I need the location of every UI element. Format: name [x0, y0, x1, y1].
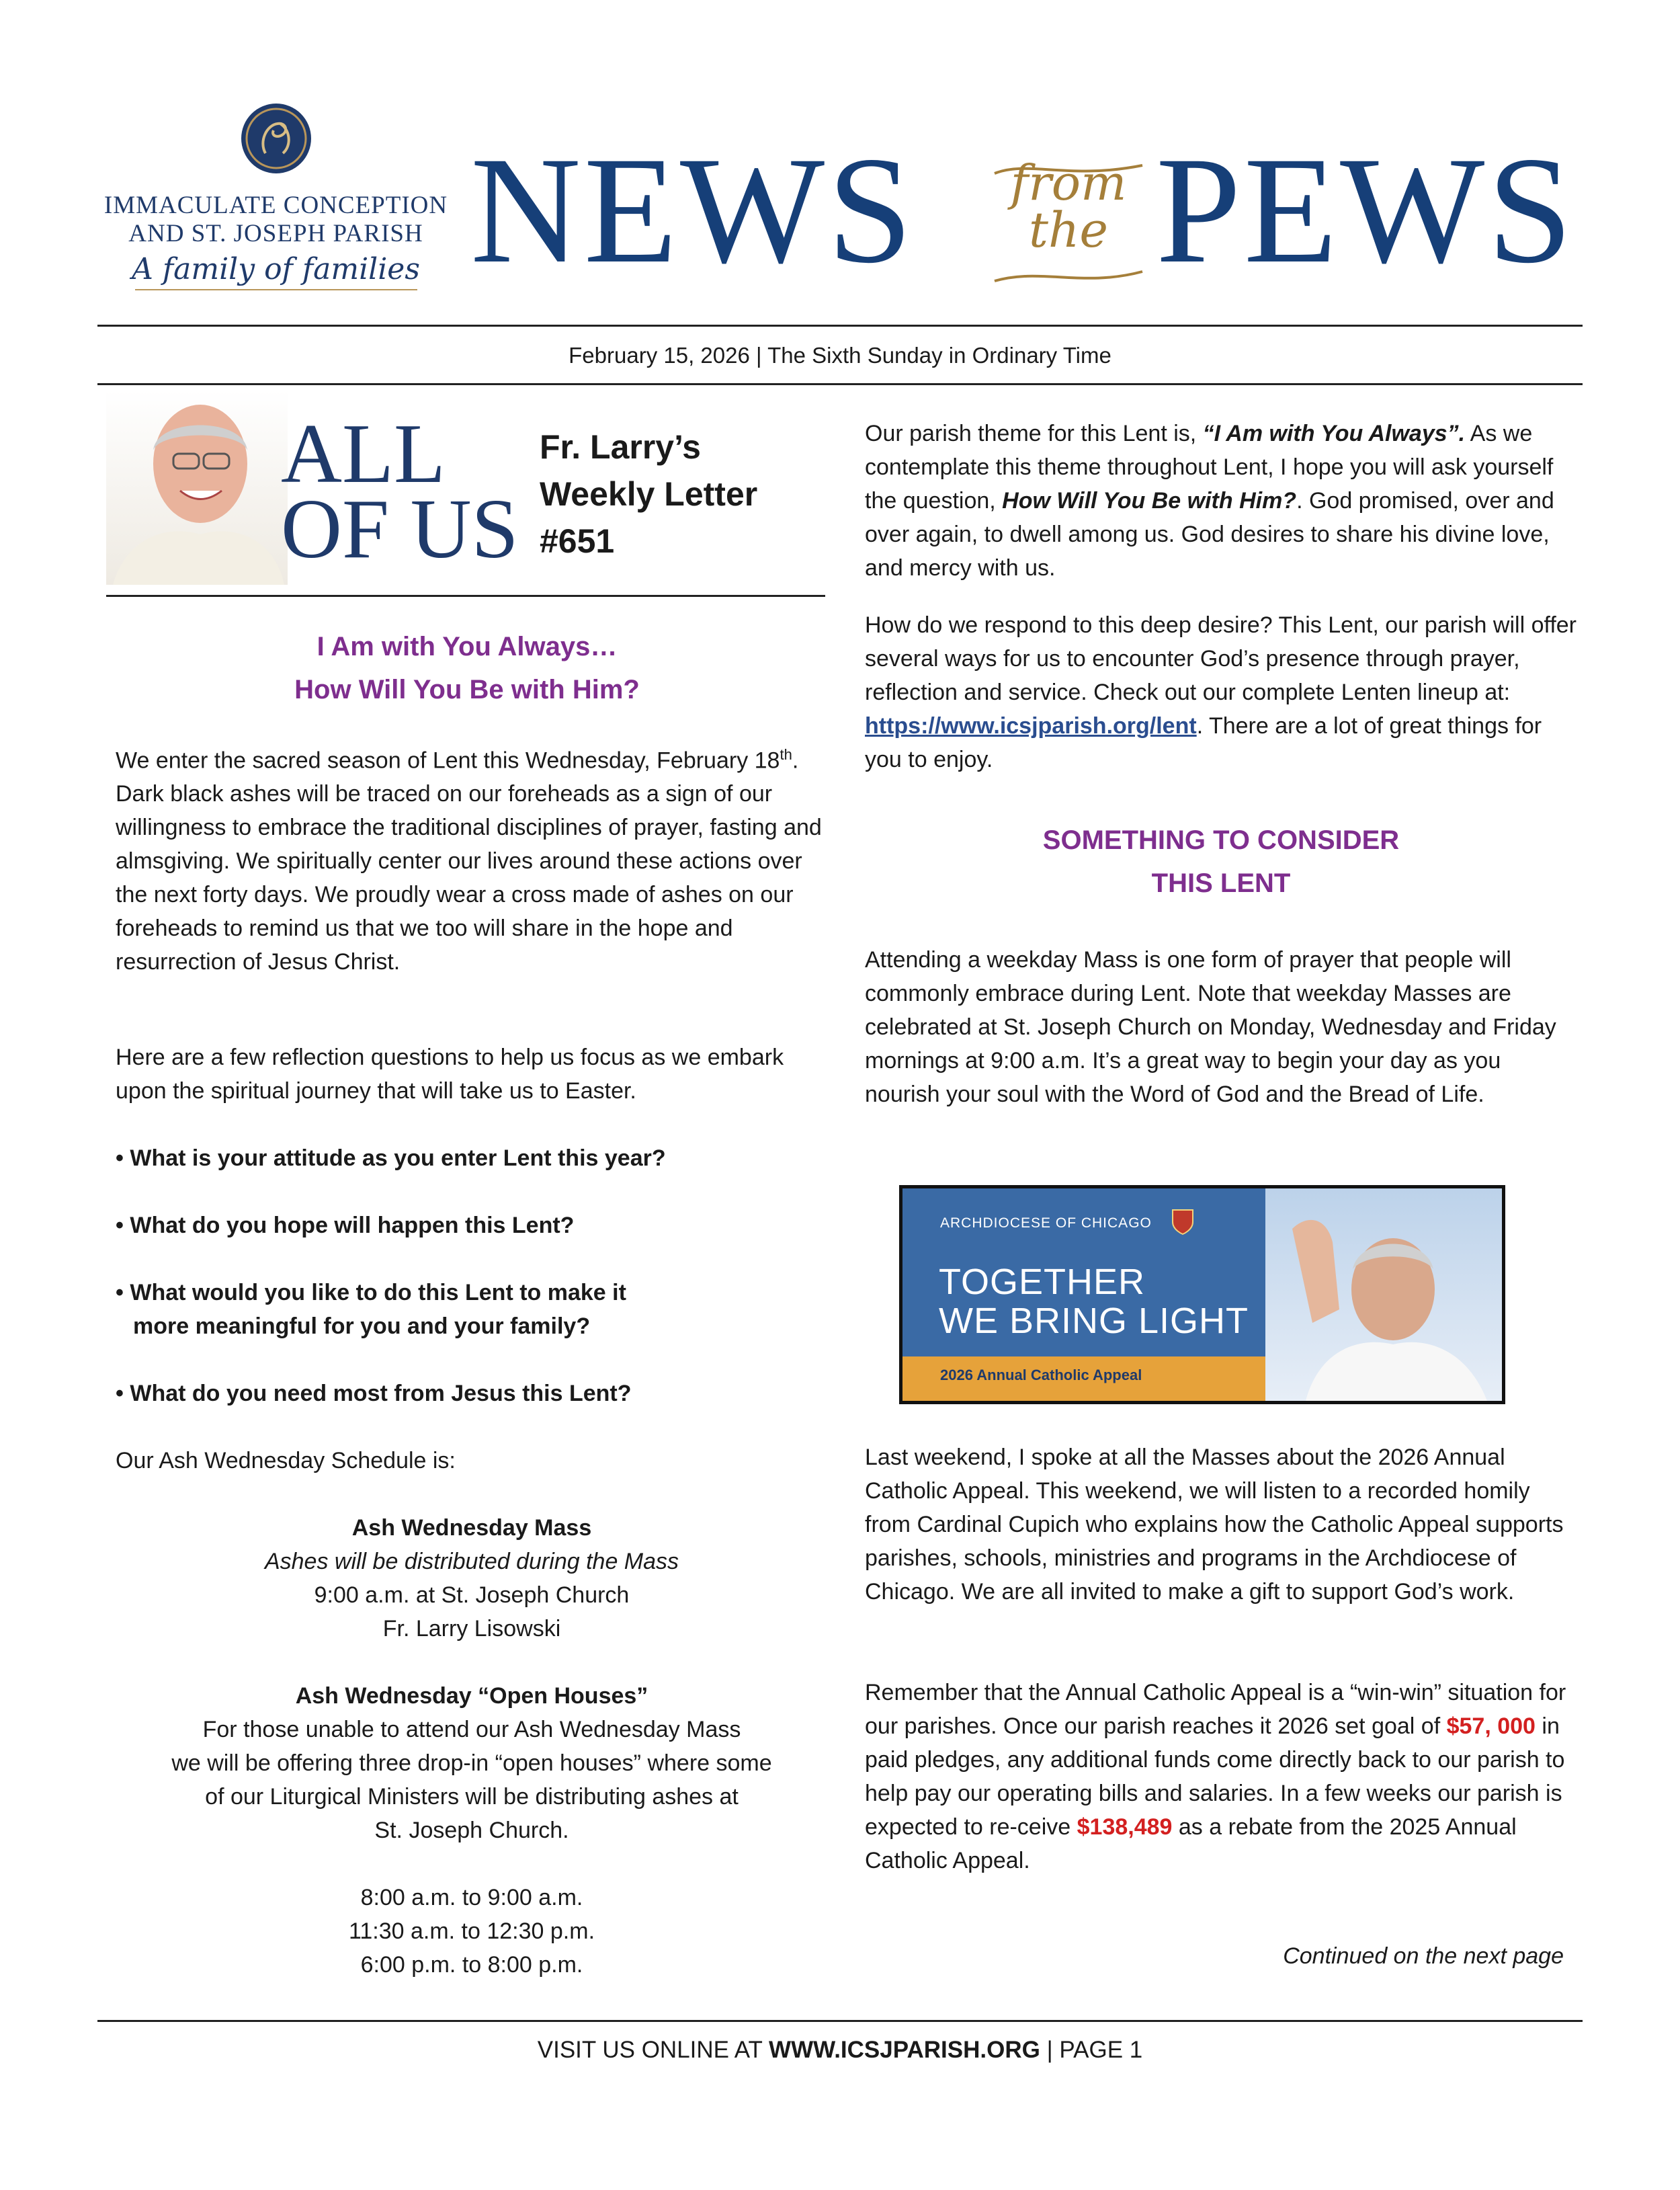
archdiocese-crest-icon	[1171, 1209, 1194, 1235]
ash-mass-time: 9:00 a.m. at St. Joseph Church	[314, 1582, 630, 1608]
appeal-banner	[899, 1185, 1505, 1404]
weekday-mass-paragraph: Attending a weekday Mass is one form of prayer that people will commonly embrace during Lent. Note that weekday Masses are celebrated at St. Joseph Church on Monday, Wednesday and Friday mornings at 9:00 a.m. It’s a great way to begin your day as you nourish your soul with the Word of God and the Bread of Life.	[865, 947, 1556, 1107]
goal-amount: $57, 000	[1446, 1713, 1536, 1739]
tagline-rule	[135, 289, 417, 290]
fr-larry-photo	[106, 390, 288, 585]
masthead-the: the	[1029, 202, 1108, 258]
time-2: 11:30 a.m. to 12:30 p.m.	[348, 1918, 595, 1944]
issue-date-line: February 15, 2026 | The Sixth Sunday in Ordinary Time	[569, 343, 1111, 368]
letter-title-line3: #651	[540, 522, 615, 560]
theme-b: “I Am with You Always”.	[1202, 421, 1466, 446]
footer-rule	[97, 2020, 1583, 2022]
intro-sup: th	[780, 746, 792, 763]
theme-a: Our parish theme for this Lent is,	[865, 421, 1203, 446]
footer-suffix: | PAGE 1	[1040, 2037, 1143, 2063]
letter-header	[99, 390, 825, 592]
lent-link[interactable]: https://www.icsjparish.org/lent	[865, 713, 1197, 739]
parish-tagline: A family of families	[132, 252, 420, 286]
masthead-rule-top	[97, 325, 1583, 327]
intro-part1: We enter the sacred season of Lent this Wednesday, February 18	[116, 747, 780, 774]
banner-org: ARCHDIOCESE OF CHICAGO	[940, 1215, 1152, 1231]
continued-note: Continued on the next page	[1283, 1943, 1564, 1969]
open-houses-line4: St. Joseph Church.	[374, 1818, 569, 1843]
letter-title	[540, 423, 757, 565]
ash-mass-title: Ash Wednesday Mass	[351, 1515, 592, 1541]
footer	[97, 2037, 1583, 2064]
open-houses-times	[116, 1881, 828, 1982]
banner-right-panel	[1265, 1188, 1502, 1401]
time-3: 6:00 p.m. to 8:00 p.m.	[360, 1952, 583, 1978]
consider-heading	[865, 819, 1577, 905]
schedule-intro: Our Ash Wednesday Schedule is:	[116, 1448, 456, 1473]
question-3: • What would you like to do this Lent to make it	[116, 1280, 626, 1305]
ash-mass-block	[116, 1511, 828, 1646]
theme-c: As we contemplate this theme throughout Lent, I hope you will ask yourself the question,	[865, 421, 1554, 514]
theme-d: How Will You Be with Him?	[1002, 488, 1297, 514]
parish-name-line2: AND ST. JOSEPH PARISH	[128, 220, 423, 247]
pope-portrait-icon	[1265, 1188, 1502, 1401]
intro-paragraph	[116, 738, 828, 979]
masthead-title	[470, 120, 1599, 315]
winwin-a: Remember that the Annual Catholic Appeal is a “win-win” situation for our parishes. Once our parish reaches it 2026 set goal of	[865, 1680, 1566, 1739]
all-of-us-line2: OF US	[281, 483, 519, 576]
letter-title-line2: Weekly Letter	[540, 475, 758, 513]
letter-header-rule	[106, 595, 825, 597]
consider-line2: THIS LENT	[1151, 868, 1291, 898]
reflection-intro: Here are a few reflection questions to help us focus as we embark upon the spiritual journey that will take us to Easter.	[116, 1045, 784, 1104]
ash-mass-celebrant: Fr. Larry Lisowski	[382, 1616, 561, 1641]
masthead-pews: PEWS	[1156, 126, 1576, 295]
question-2: • What do you hope will happen this Lent?	[116, 1213, 575, 1238]
respond-b: . There are a lot of great things for you to enjoy.	[865, 713, 1542, 772]
parish-logo	[99, 101, 452, 302]
question-3-cont: more meaningful for you and your family?	[133, 1313, 591, 1339]
banner-line2: WE BRING LIGHT	[939, 1301, 1249, 1341]
letter-heading-line1: I Am with You Always…	[317, 632, 618, 661]
time-1: 8:00 a.m. to 9:00 a.m.	[360, 1885, 583, 1910]
ash-mass-note: Ashes will be distributed during the Mass	[264, 1549, 679, 1574]
winwin-b: in paid pledges, any additional funds come directly back to our parish to help pay our operating bills and salaries. In a few weeks our parish is expected to re-ceive	[865, 1713, 1565, 1840]
masthead-flourish-icon	[988, 153, 1149, 294]
open-houses-line1: For those unable to attend our Ash Wednesday Mass	[202, 1717, 741, 1742]
open-houses-line3: of our Liturgical Ministers will be distributing ashes at	[205, 1784, 739, 1810]
all-of-us-line1: ALL	[281, 407, 446, 501]
theme-paragraph	[865, 417, 1577, 585]
letter-heading-line2: How Will You Be with Him?	[294, 675, 640, 704]
letter-heading	[114, 625, 820, 711]
winwin-c: as a rebate from the 2025 Annual Catholic Appeal.	[865, 1814, 1517, 1873]
banner-line1: TOGETHER	[939, 1262, 1146, 1302]
rebate-amount: $138,489	[1077, 1814, 1173, 1840]
open-houses-line2: we will be offering three drop-in “open houses” where some	[171, 1750, 772, 1776]
footer-site-link[interactable]: WWW.ICSJPARISH.ORG	[769, 2037, 1040, 2063]
open-houses-block	[116, 1679, 828, 1847]
intro-part2: . Dark black ashes will be traced on our foreheads as a sign of our willingness to embrace the traditional disciplines of prayer, fasting and almsgiving. We spiritually center our lives around these actions over the next forty days. We proudly wear a cross made of ashes on our foreheads to remind us that we too will share in the hope and resurrection of Jesus Christ.	[116, 747, 822, 975]
footer-prefix: VISIT US ONLINE AT	[537, 2037, 769, 2063]
masthead-from: from	[1010, 155, 1127, 211]
theme-e: . God promised, over and over again, to dwell among us. God desires to share his divine love, and mercy with us.	[865, 488, 1554, 581]
masthead-rule-bottom	[97, 383, 1583, 385]
question-1: • What is your attitude as you enter Lent this year?	[116, 1145, 666, 1171]
open-houses-title: Ash Wednesday “Open Houses”	[295, 1683, 648, 1709]
question-4: • What do you need most from Jesus this Lent?	[116, 1381, 632, 1406]
parish-name-line1: IMMACULATE CONCEPTION	[103, 192, 448, 219]
consider-line1: SOMETHING TO CONSIDER	[1042, 825, 1400, 855]
letter-title-line1: Fr. Larry’s	[540, 428, 701, 466]
respond-paragraph	[865, 608, 1577, 776]
banner-title	[939, 1262, 1249, 1340]
appeal-paragraph: Last weekend, I spoke at all the Masses about the 2026 Annual Catholic Appeal. This weekend, we will listen to a recorded homily from Cardinal Cupich who explains how the Catholic Appeal supports parishes, schools, ministries and programs in the Archdiocese of Chicago. We are all invited to make a gift to support God’s work.	[865, 1445, 1564, 1605]
respond-a: How do we respond to this deep desire? This Lent, our parish will offer several ways for us to encounter God’s presence through prayer, reflection and service. Check out our complete Lenten lineup at:	[865, 612, 1577, 705]
parish-monogram-icon	[239, 101, 314, 176]
banner-appeal: 2026 Annual Catholic Appeal	[940, 1367, 1142, 1383]
portrait-icon	[106, 390, 288, 585]
winwin-paragraph	[865, 1676, 1577, 1877]
masthead-news: NEWS	[470, 126, 915, 295]
